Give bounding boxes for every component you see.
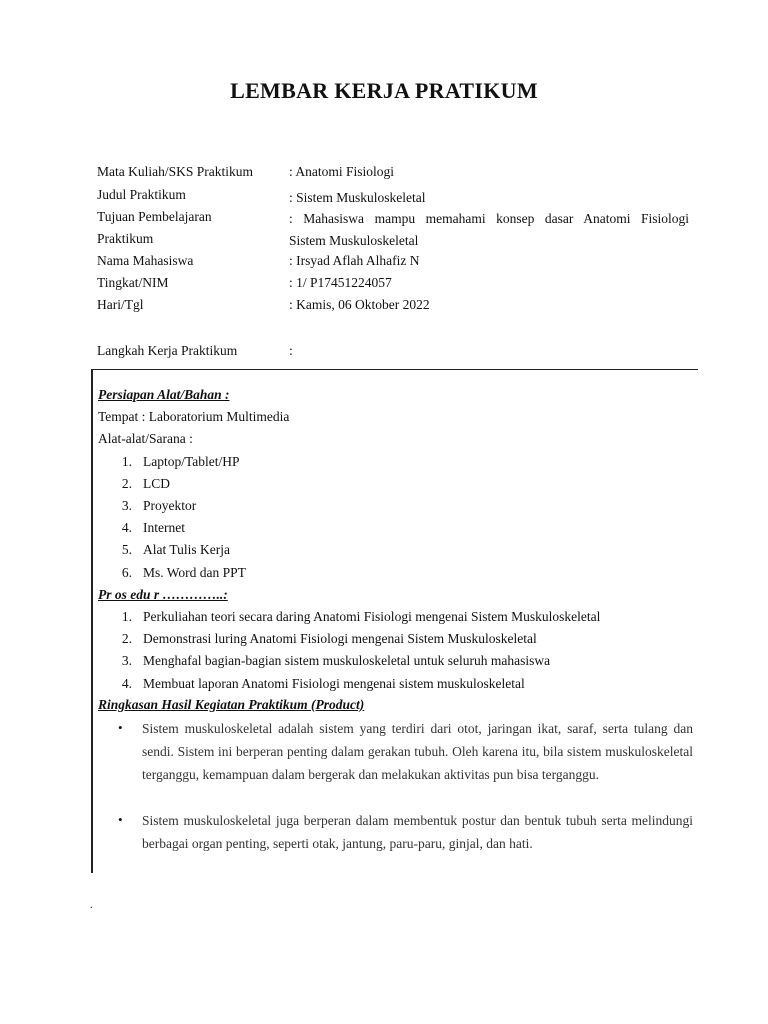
bullet-icon: • — [118, 812, 123, 827]
prosedur-heading: Pr os edu r …………..: — [98, 587, 228, 602]
table-top-border — [92, 369, 698, 370]
alat-label: Alat-alat/Sarana : — [98, 431, 193, 446]
bullet-icon: • — [118, 720, 123, 735]
tempat-text: Tempat : Laboratorium Multimedia — [98, 409, 290, 424]
mata-kuliah-label: Mata Kuliah/SKS Praktikum — [97, 164, 253, 179]
judul-label: Judul Praktikum — [97, 187, 186, 202]
mata-kuliah-value: : Anatomi Fisiologi — [289, 164, 395, 179]
judul-value: : Sistem Muskuloskeletal — [289, 190, 426, 205]
nama-label: Nama Mahasiswa — [97, 253, 194, 268]
tujuan-value-2: Sistem Muskuloskeletal — [289, 233, 419, 248]
tujuan-label-1: Tujuan Pembelajaran — [97, 209, 212, 224]
table-left-border — [91, 369, 93, 873]
ringkasan-heading: Ringkasan Hasil Kegiatan Praktikum (Product) — [98, 697, 365, 712]
footer-dot: . — [90, 900, 93, 911]
persiapan-heading: Persiapan Alat/Bahan : — [98, 387, 230, 402]
ringkasan-paragraph-1: Sistem muskuloskeletal adalah sistem yang terdiri dari otot, jaringan ikat, saraf, serta tulang dan sendi. Sistem ini berperan penting dalam gerakan tubuh. Oleh karena itu, bila sistem muskuloskeletal terganggu, kemampuan dalam bergerak dan melakukan aktivitas pun bisa terganggu. — [142, 721, 693, 782]
langkah-label: Langkah Kerja Praktikum — [97, 343, 238, 358]
hari-label: Hari/Tgl — [97, 297, 144, 312]
hari-value: : Kamis, 06 Oktober 2022 — [289, 297, 430, 312]
ringkasan-paragraph-2: Sistem muskuloskeletal juga berperan dalam membentuk postur dan bentuk tubuh serta melindungi berbagai organ penting, seperti otak, jantung, paru-paru, ginjal, dan hati. — [142, 813, 693, 851]
tingkat-label: Tingkat/NIM — [97, 275, 169, 290]
langkah-value: : — [289, 343, 293, 358]
nama-value: : Irsyad Aflah Alhafiz N — [289, 253, 420, 268]
document-page: LEMBAR KERJA PRATIKUM Mata Kuliah/SKS Praktikum : Anatomi Fisiologi Judul Praktikum : Sistem Muskuloskeletal Tujuan Pembelajaran Praktikum : Mahasiswa mampu memahami konsep dasar Anatomi Fisiologi Sistem Muskuloskeletal Nama Mahasiswa : Irsyad Aflah Alhafiz N Tingkat/NIM : 1/ P17451224057 Hari/Tgl : Kamis, 06 Oktober 2022 Langkah Kerja Praktikum : Persiapan Alat/Bahan : Tempat : Laboratorium Multimedia Alat-alat/Sarana : 1. Laptop/Tablet/HP 2. LCD 3. Proyektor 4. Internet 5. Alat Tulis Kerja 6. Ms. Word dan PPT Pr os edu r …………..: 1. Perkuliahan teori secara daring Anatomi Fisiologi mengenai Sistem Muskuloskeletal 2. Demonstrasi luring Anatomi Fisiologi mengenai Sistem Muskuloskeletal 3. Menghafal bagian-bagian sistem muskuloskeletal untuk seluruh mahasiswa 4. Membuat laporan Anatomi Fisiologi mengenai sistem muskuloskeletal Ringkasan Hasil Kegiatan Praktikum (Product) • Sistem muskuloskeletal adalah sistem yang terdiri dari otot, jaringan ikat, saraf, serta tulang dan sendi. Sistem ini berperan penting dalam gerakan tubuh. Oleh karena itu, bila sistem muskuloskeletal terganggu, kemampuan dalam bergerak dan melakukan aktivitas pun bisa terganggu. • Sistem muskuloskeletal juga berperan dalam membentuk postur dan bentuk tubuh serta melindungi berbagai organ penting, seperti otak, jantung, paru-paru, ginjal, dan hati. . — [0, 0, 768, 1024]
tujuan-label-2: Praktikum — [97, 231, 154, 246]
page-title: LEMBAR KERJA PRATIKUM — [230, 78, 538, 103]
tujuan-value-1: : Mahasiswa mampu memahami konsep dasar Anatomi Fisiologi — [289, 211, 689, 226]
tingkat-value: : 1/ P17451224057 — [289, 275, 392, 290]
